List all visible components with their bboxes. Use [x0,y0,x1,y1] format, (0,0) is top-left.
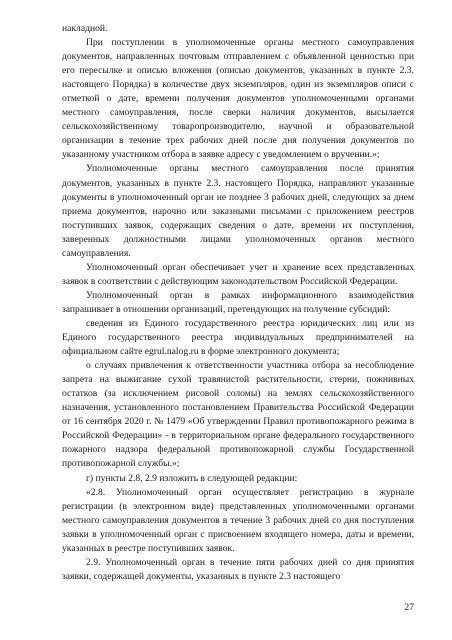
paragraph-amendment-heading: г) пункты 2.8, 2.9 изложить в следующей редакции: [86,472,298,484]
paragraph-continuation: накладной. [62,23,108,34]
paragraph-record-keeping: Уполномоченный орган обеспечивает учет и хранение всех представленных заявок в соответствии с действующим законодательством Российской Федерации. [62,261,414,287]
paragraph-registry-info: сведения из Единого государственного реестра юридических лиц или из Единого государственного реестра индивидуальных предпринимателей на официальном сайте egrul.nalog.ru в форме электронного документа; [62,317,414,358]
page-number: 27 [404,602,414,613]
document-page [62,22,414,584]
paragraph-forwarding-documents: Уполномоченные органы местного самоуправления после принятия документов, указанных в пункте 2.3. настоящего Порядка, направляют указанные документы в уполномоченный орган не позднее 3 рабочих дней, следующих за днем приема документов, нарочно или заказными письмами с приложением реестров поступивших заявок, содержащих сведения о дате, времени их поступления, заверенных должностными лицами уполномоченных органов местного самоуправления. [62,163,414,259]
paragraph-clause-2-9: 2.9. Уполномоченный орган в течение пяти рабочих дней со дня принятия заявки, содержащей документы, указанных в пункте 2.3 настоящего [62,556,414,582]
paragraph-postal-receipt: При поступлении в уполномоченные органы местного самоуправления документов, направленных почтовым отправлением с объявленной ценностью при его пересылке и описью вложения (описью документов, указанных в пункте 2.3. настоящего Порядка) в количестве двух экземпляров, один из экземпляров описи с отметкой о дате, времени получения документов уполномоченными органами местного самоуправления, после сверки наличия документов, высылается сельскохозяйственному товаропроизводителю, научной и образовательной организации в течение трех рабочих дней после дня получения документов по указанному участником отбора в заявке адресу с уведомлением о вручении.»; [62,37,414,161]
paragraph-information-request: Уполномоченный орган в рамках информационного взаимодействия запрашивает в отношении организаций, претендующих на получение субсидий: [62,289,414,315]
paragraph-clause-2-8: «2.8. Уполномоченный орган осуществляет регистрацию в журнале регистрации (в электронном виде) представленных уполномоченными органами местного самоуправления документов в течение 3 рабочих дней со дня поступления заявки в уполномоченный орган с присвоением входящего номера, даты и времени, указанных в реестре поступивших заявок. [62,486,414,554]
paragraph-liability-cases: о случаях привлечения к ответственности участника отбора за несоблюдение запрета на выжигание сухой травянистой растительности, стерни, пожнивных остатков (за исключением рисовой соломы) на землях сельскохозяйственного назначения, установленного постановлением Правительства Российской Федерации от 16 сентября 2020 г. № 1479 «Об утверждении Правил противопожарного режима в Российской Федерации» - в территориальном органе федерального государственного пожарного надзора федеральной противопожарной службы Государственной противопожарной службы.»; [62,360,414,470]
